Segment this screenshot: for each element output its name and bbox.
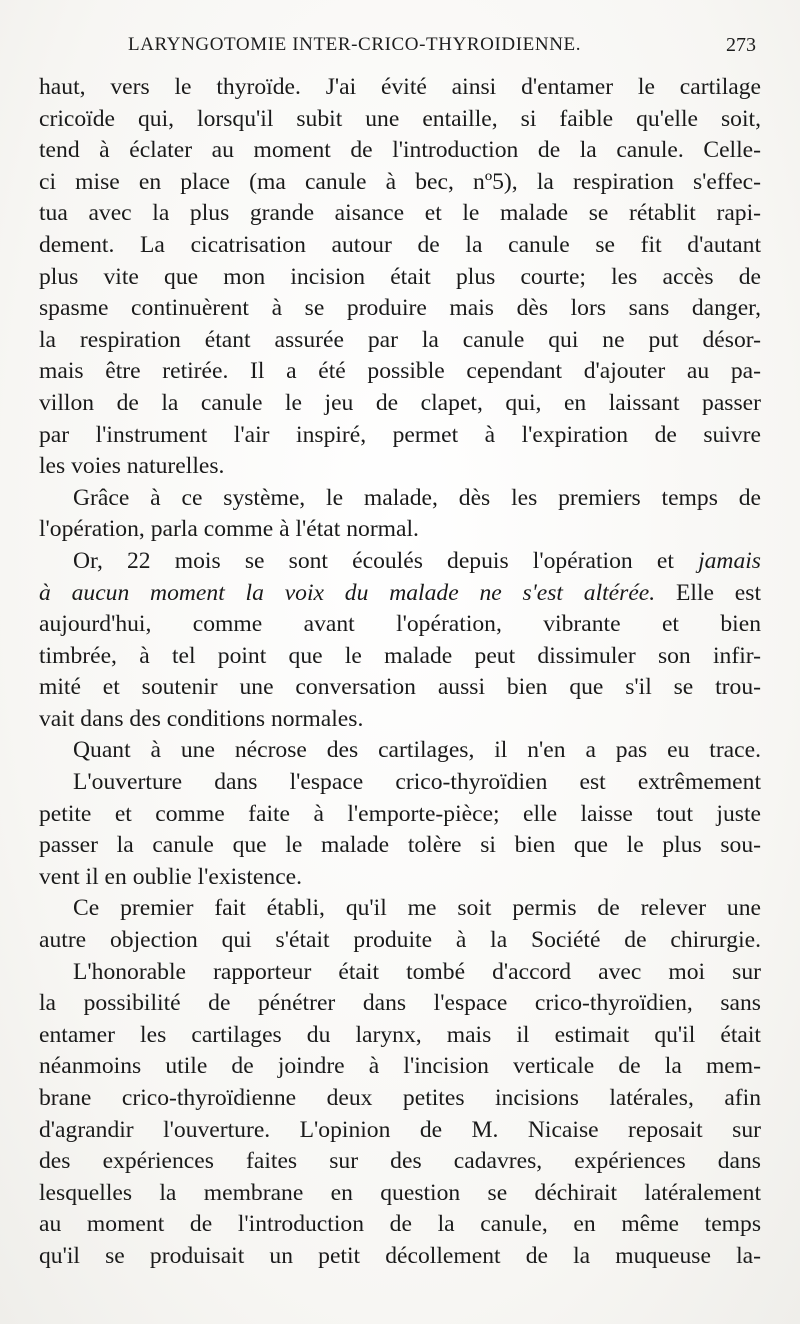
text-line: l'opération, parla comme à l'état normal.: [39, 516, 419, 543]
text-line: tend à éclater au moment de l'introduction de la canule. Celle-: [39, 137, 761, 164]
text-line: mité et soutenir une conversation aussi bien que s'il se trou-: [39, 674, 761, 701]
text-line: aujourd'hui, comme avant l'opération, vibrante et bien: [39, 611, 761, 638]
text-line: ci mise en place (ma canule à bec, nº5), la respiration s'effec-: [39, 168, 761, 195]
text-line: L'ouverture dans l'espace crico-thyroïdien est extrêmement: [73, 769, 761, 796]
text-line: [39, 578, 761, 610]
running-title: LARYNGOTOMIE INTER-CRICO-THYROIDIENNE.: [128, 34, 582, 55]
text-line: qu'il se produisait un petit décollement de la muqueuse la-: [39, 1242, 761, 1269]
text-line: autre objection qui s'était produite à la Société de chirurgie.: [39, 927, 761, 954]
text-line: d'agrandir l'ouverture. L'opinion de M. Nicaise reposait sur: [39, 1116, 761, 1143]
text-line: L'honorable rapporteur était tombé d'accord avec moi sur: [73, 958, 761, 985]
text-line: cricoïde qui, lorsqu'il subit une entaille, si faible qu'elle soit,: [39, 105, 761, 132]
text-line: mais être retirée. Il a été possible cependant d'ajouter au pa-: [39, 358, 761, 385]
body-text: [39, 72, 761, 1273]
text-line: plus vite que mon incision était plus courte; les accès de: [39, 263, 761, 290]
text-line: vait dans des conditions normales.: [39, 705, 364, 732]
text-segment: Elle est: [655, 579, 761, 606]
text-line: la possibilité de pénétrer dans l'espace crico-thyroïdien, sans: [39, 990, 761, 1017]
text-line: par l'instrument l'air inspiré, permet à l'expiration de suivre: [39, 421, 761, 448]
text-line: timbrée, à tel point que le malade peut dissimuler son infir-: [39, 642, 761, 669]
text-line: les voies naturelles.: [39, 453, 225, 480]
text-line: [39, 546, 761, 578]
text-line: au moment de l'introduction de la canule, en même temps: [39, 1211, 761, 1238]
italic-segment: à aucun moment la voix du malade ne s'est altérée.: [39, 579, 656, 606]
text-line: petite et comme faite à l'emporte-pièce; elle laisse tout juste: [39, 800, 761, 827]
text-line: lesquelles la membrane en question se déchirait latéralement: [39, 1179, 761, 1206]
page-number: 273: [726, 34, 756, 56]
text-line: villon de la canule le jeu de clapet, qui, en laissant passer: [39, 389, 761, 416]
italic-segment: jamais: [698, 547, 761, 574]
running-header: [40, 30, 760, 60]
text-line: vent il en oublie l'existence.: [39, 863, 303, 890]
text-line: néanmoins utile de joindre à l'incision verticale de la mem-: [39, 1053, 761, 1080]
text-line: des expériences faites sur des cadavres, expériences dans: [39, 1148, 761, 1175]
text-line: haut, vers le thyroïde. J'ai évité ainsi d'entamer le cartilage: [39, 74, 761, 100]
text-line: Quant à une nécrose des cartilages, il n'en a pas eu trace.: [73, 737, 761, 764]
text-line: Ce premier fait établi, qu'il me soit permis de relever une: [73, 895, 761, 922]
text-line: tua avec la plus grande aisance et le malade se rétablit rapi-: [39, 200, 761, 227]
text-line: spasme continuèrent à se produire mais dès lors sans danger,: [39, 295, 761, 322]
text-line: dement. La cicatrisation autour de la canule se fit d'autant: [39, 231, 761, 258]
text-line: la respiration étant assurée par la canule qui ne put désor-: [39, 326, 761, 353]
text-line: Grâce à ce système, le malade, dès les premiers temps de: [73, 484, 761, 511]
text-line: entamer les cartilages du larynx, mais il estimait qu'il était: [39, 1021, 761, 1048]
text-line: passer la canule que le malade tolère si bien que le plus sou-: [39, 832, 761, 859]
text-segment: Or, 22 mois se sont écoulés depuis l'opération et: [73, 547, 699, 574]
text-line: brane crico-thyroïdienne deux petites incisions latérales, afin: [39, 1085, 761, 1111]
